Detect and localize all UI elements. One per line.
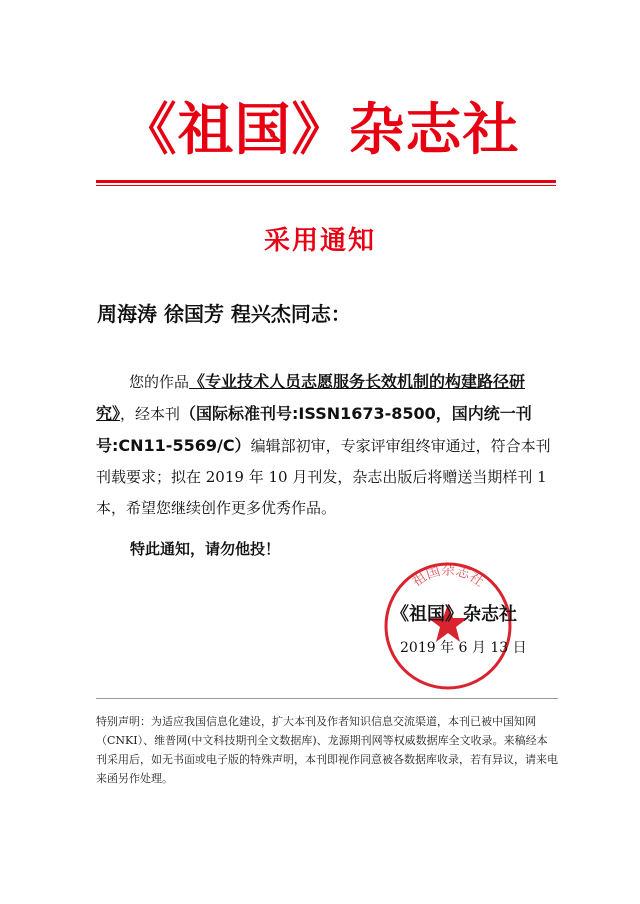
body-after-title: ，经本刊 <box>120 405 181 423</box>
signature-date: 2019 年 6 月 13 日 <box>400 640 527 656</box>
closing-line: 特此通知，请勿他投！ <box>130 540 281 558</box>
issn-info: （国际标准刊号:ISSN1673-8500，国内统一刊号:CN11-5569/C） <box>96 404 532 455</box>
header-rule-thin <box>96 185 556 186</box>
seal-text: 祖国杂志社 <box>409 562 487 591</box>
letter-body <box>96 366 556 524</box>
masthead-title: 《祖国》杂志社 <box>120 98 520 163</box>
work-title: 《专业技术人员志愿服务长效机制的构建路径研究》 <box>96 372 526 423</box>
footer-disclaimer: 特别声明：为适应我国信息化建设，扩大本刊及作者知识信息交流渠道，本刊已被中国知网（CNKI）、维普网(中文科技期刊全文数据库)、龙源期刊网等权威数据库全文收录。来稿经本刊采用后，如无书面或电子版的特殊声明，本刊即视作同意被各数据库收录，若有异议，请来电来函另作处理。 <box>96 715 558 785</box>
footer-rule <box>96 698 558 699</box>
body-rest: 编辑部初审，专家评审组终审通过，符合本刊刊载要求；拟在 2019 年 10 月刊发，杂志出版后将赠送当期样刊 1 本，希望您继续创作更多优秀作品。 <box>96 437 551 517</box>
notice-title: 采用通知 <box>263 226 376 256</box>
signature-publisher: 《祖国》杂志社 <box>391 604 517 625</box>
header-rule-thick <box>96 180 556 183</box>
official-seal <box>378 556 518 696</box>
salutation: 周海涛 徐国芳 程兴杰同志： <box>97 302 351 326</box>
body-intro: 您的作品 <box>129 373 190 391</box>
